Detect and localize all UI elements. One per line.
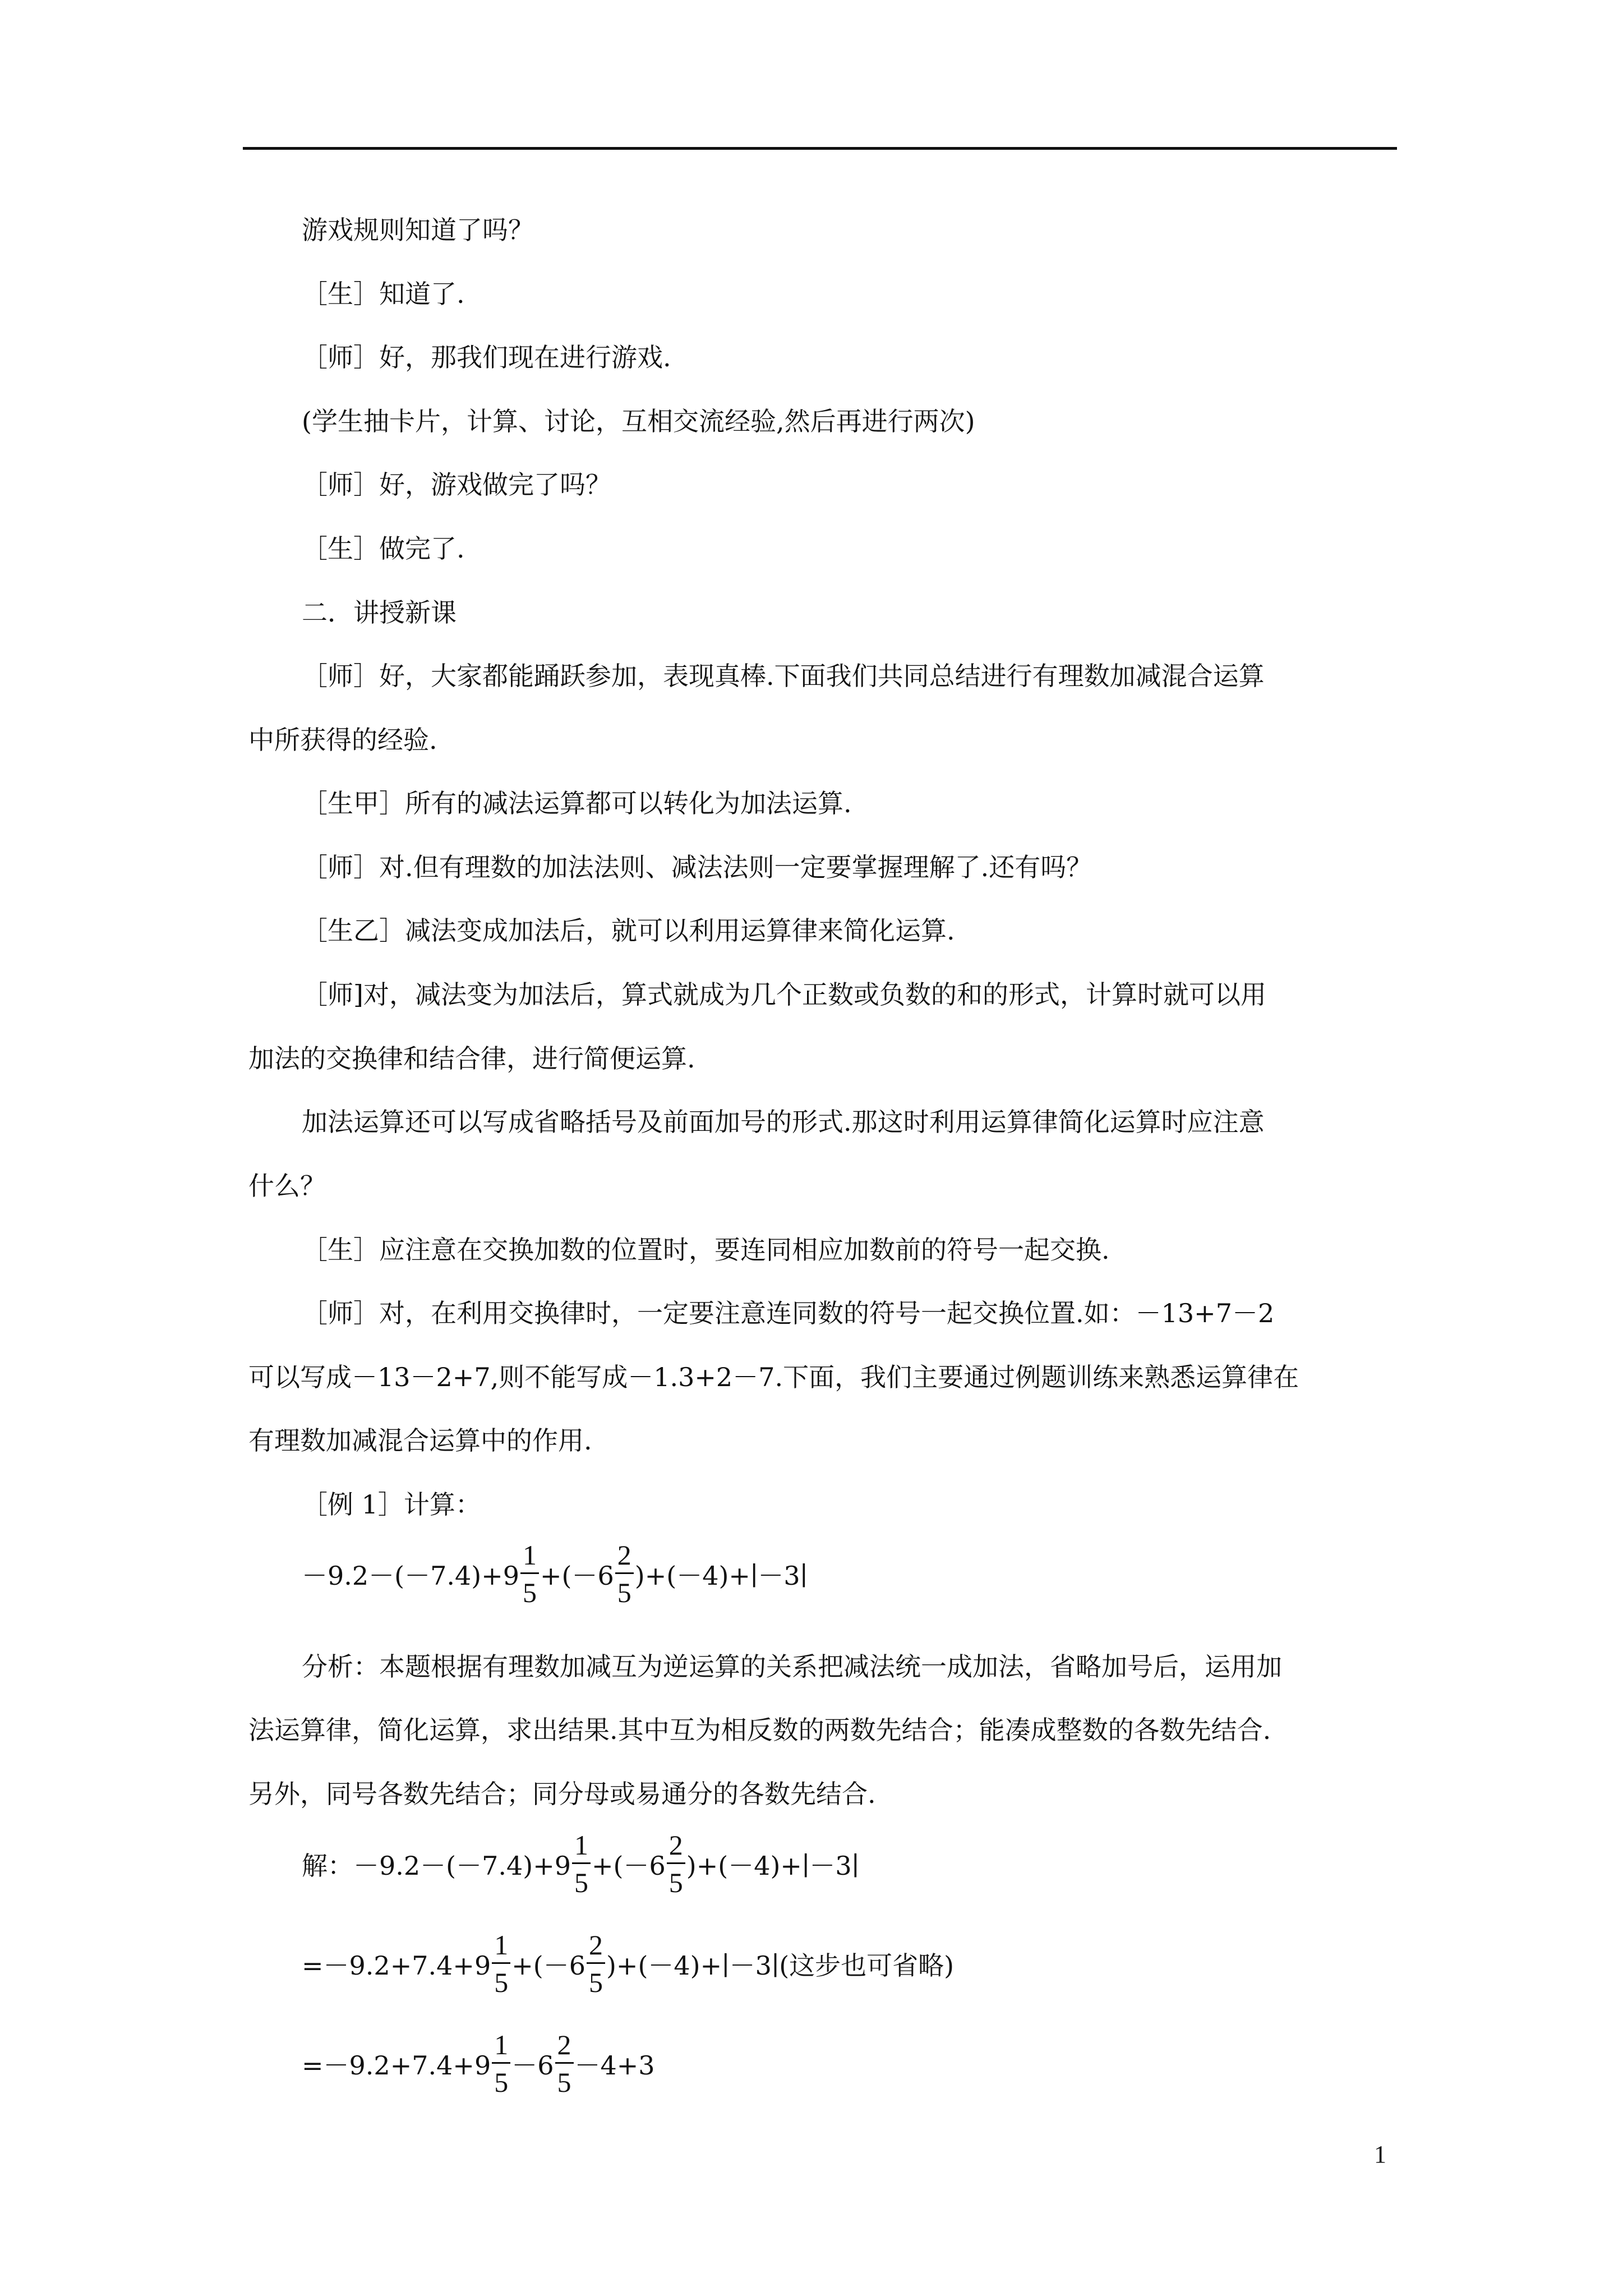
fraction-numerator: 2: [588, 1929, 603, 1961]
fraction-denominator: 5: [572, 1862, 591, 1898]
fraction-numerator: 2: [617, 1539, 631, 1571]
formula-text: =－9.2+7.4+9: [302, 2050, 491, 2081]
paragraph: ［师]对，减法变为加法后，算式就成为几个正数或负数的和的形式，计算时就可以用: [302, 979, 1266, 1010]
fraction: [615, 1540, 634, 1608]
fraction-denominator: 5: [492, 2062, 510, 2097]
paragraph: ［生］做完了.: [302, 533, 465, 564]
paragraph: 加法的交换律和结合律，进行简便运算.: [248, 1043, 695, 1074]
formula-text: 解：－9.2－(－7.4)+9: [302, 1850, 571, 1881]
paragraph: 分析：本题根据有理数加减互为逆运算的关系把减法统一成加法，省略加号后，运用加: [302, 1651, 1282, 1682]
paragraph: 中所获得的经验.: [248, 725, 437, 755]
fraction: [492, 2030, 510, 2097]
header-rule: [243, 147, 1397, 150]
formula-text: )+(－4)+∣－3∣: [686, 1850, 860, 1881]
paragraph: (学生抽卡片，计算、讨论，互相交流经验,然后再进行两次): [302, 406, 975, 436]
fraction-denominator: 5: [587, 1962, 605, 1998]
fraction-denominator: 5: [555, 2062, 574, 2097]
formula-text: +(－6: [592, 1850, 666, 1881]
fraction-numerator: 2: [557, 2029, 571, 2060]
fraction: [555, 2030, 574, 2097]
formula-text: －9.2－(－7.4)+9: [302, 1560, 520, 1591]
paragraph: ［生］应注意在交换加数的位置时，要连同相应加数前的符号一起交换.: [302, 1235, 1110, 1265]
paragraph: 有理数加减混合运算中的作用.: [248, 1425, 592, 1456]
paragraph: 游戏规则知道了吗？: [302, 215, 534, 245]
formula-text: +(－6: [540, 1560, 614, 1591]
fraction-numerator: 1: [523, 1539, 537, 1571]
section-heading: 二．讲授新课: [302, 597, 457, 628]
formula-text: +(－6: [511, 1950, 585, 1981]
paragraph: ［师］好，大家都能踊跃参加，表现真棒.下面我们共同总结进行有理数加减混合运算: [302, 661, 1265, 691]
paragraph: 法运算律，简化运算，求出结果.其中互为相反数的两数先结合；能凑成整数的各数先结合.: [248, 1715, 1271, 1745]
formula-text: )+(－4)+∣－3∣(这步也可省略): [606, 1950, 955, 1981]
fraction-numerator: 1: [574, 1829, 589, 1861]
fraction: [587, 1930, 605, 1998]
paragraph: ［生］知道了.: [302, 279, 465, 309]
paragraph: ［生乙］减法变成加法后，就可以利用运算律来简化运算.: [302, 915, 955, 946]
fraction-denominator: 5: [520, 1572, 539, 1608]
fraction-numerator: 1: [494, 2029, 509, 2060]
fraction: [520, 1540, 539, 1608]
paragraph: 什么？: [248, 1171, 326, 1201]
fraction-denominator: 5: [667, 1862, 685, 1898]
paragraph: ［生甲］所有的减法运算都可以转化为加法运算.: [302, 788, 852, 818]
formula-text: =－9.2+7.4+9: [302, 1950, 491, 1981]
formula-text: －4+3: [574, 2050, 655, 2081]
fraction-numerator: 1: [494, 1929, 509, 1961]
formula-text: －6: [511, 2050, 554, 2081]
paragraph: 加法运算还可以写成省略括号及前面加号的形式.那这时利用运算律简化运算时应注意: [302, 1107, 1265, 1137]
example-formula: [302, 1540, 808, 1608]
formula-text: )+(－4)+∣－3∣: [634, 1560, 808, 1591]
solution-formula-1: [302, 1830, 859, 1898]
fraction: [492, 1930, 510, 1998]
paragraph: ［师］好，游戏做完了吗？: [302, 470, 611, 500]
fraction-denominator: 5: [492, 1962, 510, 1998]
fraction-denominator: 5: [615, 1572, 634, 1608]
solution-formula-2: [302, 1930, 954, 1998]
paragraph: ［师］好，那我们现在进行游戏.: [302, 342, 671, 372]
paragraph: ［师］对.但有理数的加法法则、减法法则一定要掌握理解了.还有吗？: [302, 852, 1092, 882]
page-number: 1: [1374, 2141, 1386, 2168]
fraction: [667, 1830, 685, 1898]
paragraph: 可以写成－13－2+7,则不能写成－1.3+2－7.下面，我们主要通过例题训练来熟悉运算律在: [248, 1362, 1299, 1392]
solution-formula-3: [302, 2030, 655, 2097]
paragraph: ［师］对，在利用交换律时，一定要注意连同数的符号一起交换位置.如：－13+7－2: [302, 1298, 1275, 1328]
fraction-numerator: 2: [668, 1829, 683, 1861]
fraction: [572, 1830, 591, 1898]
paragraph: 另外，同号各数先结合；同分母或易通分的各数先结合.: [248, 1779, 876, 1809]
example-heading: ［例 1］计算：: [302, 1489, 481, 1520]
